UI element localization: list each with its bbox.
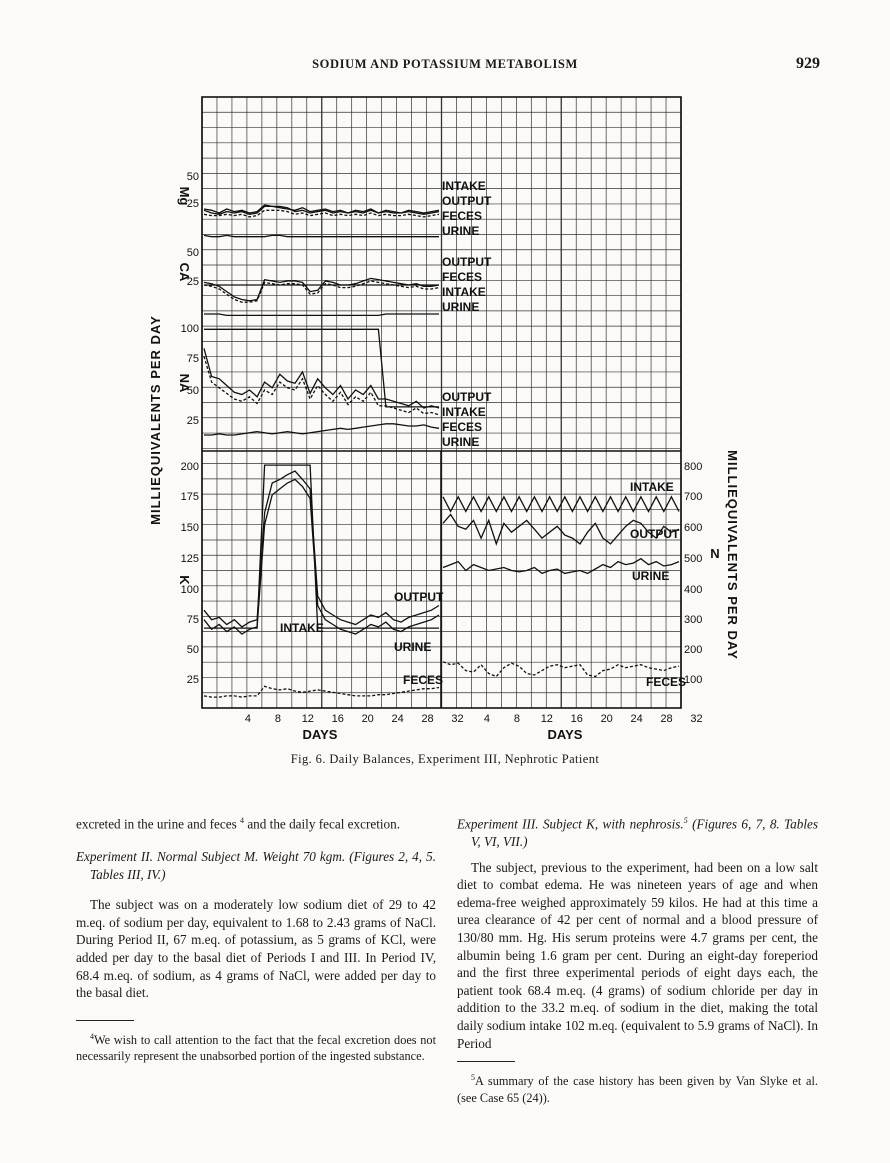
x-tick-left: 8 [274,713,281,725]
experiment-3-paragraph: The subject, previous to the experiment, had been on a low salt diet to combat edema. He was nineteen years of age and when edema-free weighed approximately 59 kilos. He had at this time a urea clearance of 42 per cent of normal and a blood pressure of 130/80 mm. Hg. His serum proteins were 4.7 grams per cent, the albumin being 1.6 gram per cent. During an eight-day foreperiod and the first three experimental periods of eight days each, the patient took 68.4 m.eq. (4 grams) of sodium chloride per day in addition to the 33.2 m.eq. of sodium in the diet, making the total daily sodium intake 102 m.eq. (equivalent to 5.9 grams of NaCl). In Period [457,859,818,1051]
left-column [76,812,436,1065]
n-label-feces: FECES [646,675,687,689]
x-tick-right: 32 [690,713,703,725]
footnote-ref-4: 4 [240,816,245,825]
n-label-intake: INTAKE [630,480,674,494]
n-tick-label: 500 [684,553,703,565]
k-label-urine: URINE [394,640,432,654]
ca-legend-label: FECES [442,270,483,284]
na-tick-label: 25 [186,415,199,427]
na-legend-label: URINE [442,435,480,449]
footnote-5-text: A summary of the case history has been given by Van Slyke et al. (see Case 65 (24)). [457,1074,818,1105]
x-tick-left: 20 [361,713,374,725]
na-legend-label: FECES [442,420,483,434]
n-label-urine: URINE [632,569,670,583]
n-tick-label: 100 [684,674,703,686]
n-tick-label: 400 [684,584,703,596]
x-tick-left: 28 [421,713,434,725]
x-tick-left: 32 [451,713,464,725]
x-tick-right: 28 [660,713,673,725]
mg-legend-label: FECES [442,209,483,223]
ca-legend-label: INTAKE [442,285,486,299]
k-label-feces: FECES [403,673,444,687]
k-tick-label: 200 [180,461,199,473]
continuation-end: and the daily fecal excretion. [247,816,401,832]
mg-label: Mg [177,186,192,206]
x-tick-left: 24 [391,713,404,725]
mg-legend-label: URINE [442,224,480,238]
na-legend-label: OUTPUT [442,390,492,404]
k-tick-label: 175 [180,491,199,503]
mg-legend-label: OUTPUT [442,194,492,208]
n-tick-label: 200 [684,644,703,656]
na-tick-label: 50 [186,385,199,397]
footnote-ref-5: 5 [683,816,688,825]
footnote-4-text: We wish to call attention to the fact that the fecal excretion does not necessarily represent the unabsorbed portion of the ingested substance. [76,1032,436,1064]
footnote-4 [76,1029,436,1065]
x-tick-right: 16 [570,713,583,725]
k-tick-label: 25 [186,674,199,686]
footnote-rule [76,1020,134,1021]
x-tick-right: 12 [540,713,553,725]
experiment-2-heading: Experiment II. Normal Subject M. Weight 70 kgm. (Figures 2, 4, 5. Tables III, IV.) [76,848,436,882]
ca-legend-label: OUTPUT [442,255,492,269]
footnote-5-mark: 5 [471,1073,475,1083]
na-tick-label: 100 [180,323,199,335]
n-tick-label: 700 [684,491,703,503]
na-label: NA [177,373,192,393]
n-label: N [710,546,720,561]
x-title-left: DAYS [302,727,338,742]
k-tick-label: 50 [186,644,199,656]
k-label-output: OUTPUT [394,590,444,604]
x-tick-right: 8 [513,713,520,725]
footnote-rule [457,1061,515,1062]
x-tick-left: 16 [331,713,344,725]
ca-label: CA [177,262,192,282]
n-tick-label: 600 [684,522,703,534]
k-label: K [177,575,192,585]
mg-tick-label: 25 [186,198,199,210]
x-tick-right: 4 [483,713,490,725]
x-tick-left: 4 [244,713,251,725]
running-head: SODIUM AND POTASSIUM METABOLISM [312,57,578,71]
ca-legend-label: URINE [442,300,480,314]
x-tick-left: 12 [301,713,314,725]
k-tick-label: 75 [186,614,199,626]
k-tick-label: 125 [180,553,199,565]
ca-tick-label: 25 [186,276,199,288]
right-column [457,812,818,1106]
experiment-3-heading-text: Experiment III. Subject K, with nephrosis. [457,816,684,832]
na-tick-label: 75 [186,353,199,365]
experiment-3-heading [457,812,818,851]
mg-legend-label: INTAKE [442,179,486,193]
x-tick-right: 20 [600,713,613,725]
right-axis-title: MILLIEQUIVALENTS PER DAY [725,450,740,660]
x-title-right: DAYS [547,727,583,742]
figure-caption: Fig. 6. Daily Balances, Experiment III, Nephrotic Patient [290,752,600,766]
x-tick-right: 24 [630,713,643,725]
n-tick-label: 800 [684,461,703,473]
continuation-text: excreted in the urine and feces [76,816,237,832]
n-label-output: OUTPUT [630,527,680,541]
ca-tick-label: 50 [186,247,199,259]
k-label-intake: INTAKE [280,621,324,635]
k-tick-label: 100 [180,584,199,596]
footnote-5 [457,1070,818,1106]
continuation-paragraph [76,812,436,833]
k-tick-label: 150 [180,522,199,534]
n-tick-label: 300 [684,614,703,626]
experiment-3-heading-refs: (Figures 6, 7, 8. Tables V, VI, VII.) [471,816,819,849]
experiment-2-paragraph: The subject was on a moderately low sodium diet of 29 to 42 m.eq. of sodium per day, equivalent to 1.68 to 2.43 grams of NaCl. During Period II, 67 m.eq. of potassium, as 5 grams of KCl, were added per day to the basal diet of Periods I and III. In Period IV, 68.4 m.eq. of sodium, as 4 grams of NaCl, were added per day to the basal diet. [76,897,436,1001]
left-axis-title: MILLIEQUIVALENTS PER DAY [148,315,163,525]
mg-tick-label: 50 [186,171,199,183]
footnote-4-mark: 4 [90,1031,94,1041]
na-legend-label: INTAKE [442,405,486,419]
page-number: 929 [796,55,820,72]
